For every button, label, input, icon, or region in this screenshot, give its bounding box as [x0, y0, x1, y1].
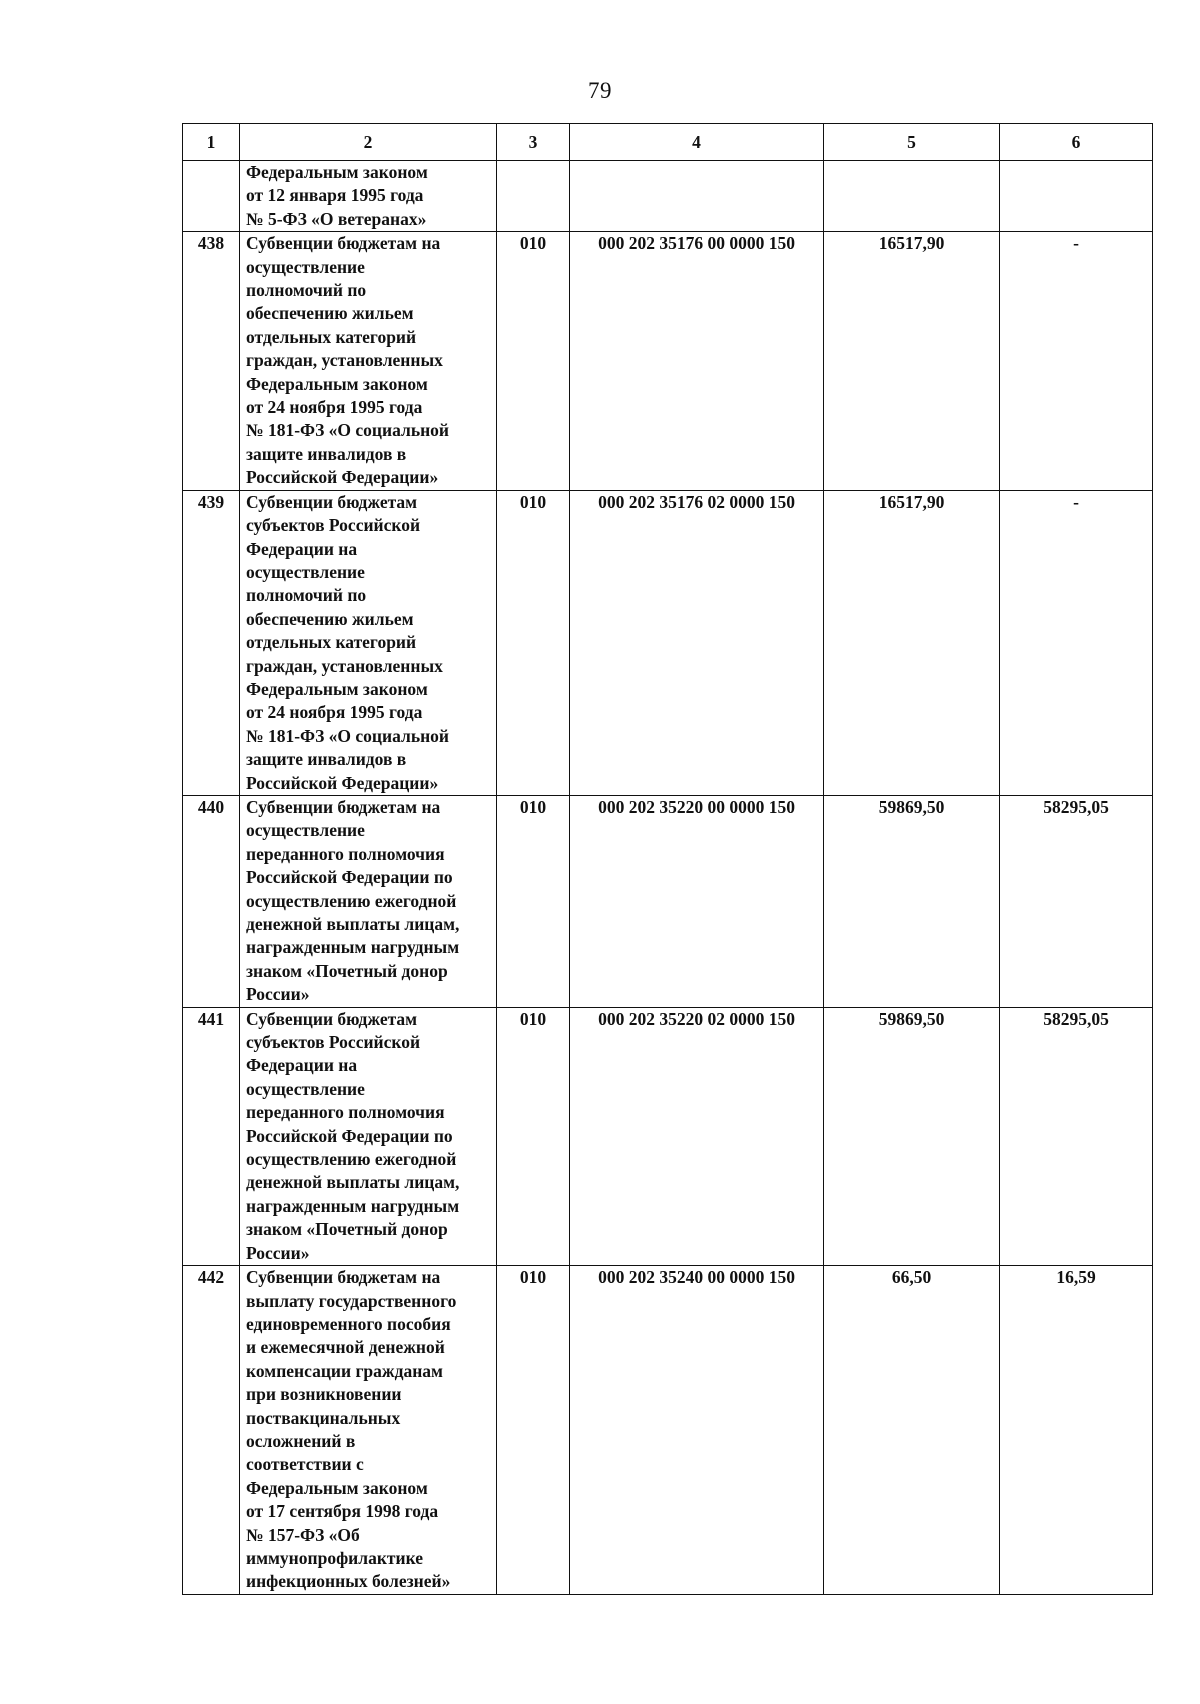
row-amount-1: 16517,90 — [824, 232, 1000, 490]
row-amount-1: 59869,50 — [824, 795, 1000, 1007]
row-name: Субвенции бюджетам на осуществление переданного полномочия Российской Федерации по осуществлению ежегодной денежной выплаты лицам, награжденным нагрудным знаком «Почетный донор России» — [240, 795, 497, 1007]
row-admin-code — [497, 161, 570, 232]
table-row — [183, 795, 1153, 1007]
column-header: 5 — [824, 124, 1000, 161]
row-number: 441 — [183, 1007, 240, 1265]
row-budget-code: 000 202 35220 02 0000 150 — [570, 1007, 824, 1265]
table-row-continuation — [183, 161, 1153, 232]
column-header: 6 — [1000, 124, 1153, 161]
row-amount-2: 58295,05 — [1000, 1007, 1153, 1265]
row-amount-2 — [1000, 161, 1153, 232]
page-number: 79 — [588, 78, 612, 103]
column-header: 3 — [497, 124, 570, 161]
row-admin-code: 010 — [497, 490, 570, 795]
row-number: 440 — [183, 795, 240, 1007]
row-name: Субвенции бюджетам субъектов Российской Федерации на осуществление полномочий по обеспечению жильем отдельных категорий граждан, установленных Федеральным законом от 24 ноября 1995 года № 181-ФЗ «О социальной защите инвалидов в Российской Федерации» — [240, 490, 497, 795]
row-name: Субвенции бюджетам субъектов Российской Федерации на осуществление переданного полномочия Российской Федерации по осуществлению ежегодной денежной выплаты лицам, награжденным нагрудным знаком «Почетный донор России» — [240, 1007, 497, 1265]
row-amount-2: 58295,05 — [1000, 795, 1153, 1007]
column-header: 4 — [570, 124, 824, 161]
table-header-row — [183, 124, 1153, 161]
row-admin-code: 010 — [497, 795, 570, 1007]
row-budget-code: 000 202 35176 02 0000 150 — [570, 490, 824, 795]
row-admin-code: 010 — [497, 232, 570, 490]
row-budget-code: 000 202 35220 00 0000 150 — [570, 795, 824, 1007]
row-amount-1: 66,50 — [824, 1266, 1000, 1595]
row-name: Федеральным законом от 12 января 1995 года № 5-ФЗ «О ветеранах» — [240, 161, 497, 232]
column-header: 2 — [240, 124, 497, 161]
row-amount-1: 59869,50 — [824, 1007, 1000, 1265]
row-admin-code: 010 — [497, 1007, 570, 1265]
budget-table — [182, 123, 1153, 1595]
row-budget-code: 000 202 35176 00 0000 150 — [570, 232, 824, 490]
row-amount-1: 16517,90 — [824, 490, 1000, 795]
table-row — [183, 232, 1153, 490]
row-name: Субвенции бюджетам на выплату государственного единовременного пособия и ежемесячной денежной компенсации гражданам при возникновении поствакцинальных осложнений в соответствии с Федеральным законом от 17 сентября 1998 года № 157-ФЗ «Об иммунопрофилактике инфекционных болезней» — [240, 1266, 497, 1595]
table-row — [183, 490, 1153, 795]
row-amount-2: 16,59 — [1000, 1266, 1153, 1595]
row-budget-code — [570, 161, 824, 232]
row-amount-2: - — [1000, 232, 1153, 490]
column-header: 1 — [183, 124, 240, 161]
row-name: Субвенции бюджетам на осуществление полномочий по обеспечению жильем отдельных категорий граждан, установленных Федеральным законом от 24 ноября 1995 года № 181-ФЗ «О социальной защите инвалидов в Российской Федерации» — [240, 232, 497, 490]
row-number: 438 — [183, 232, 240, 490]
row-budget-code: 000 202 35240 00 0000 150 — [570, 1266, 824, 1595]
row-number: 442 — [183, 1266, 240, 1595]
row-admin-code: 010 — [497, 1266, 570, 1595]
table-row — [183, 1266, 1153, 1595]
row-number — [183, 161, 240, 232]
row-amount-1 — [824, 161, 1000, 232]
row-amount-2: - — [1000, 490, 1153, 795]
table-row — [183, 1007, 1153, 1265]
row-number: 439 — [183, 490, 240, 795]
